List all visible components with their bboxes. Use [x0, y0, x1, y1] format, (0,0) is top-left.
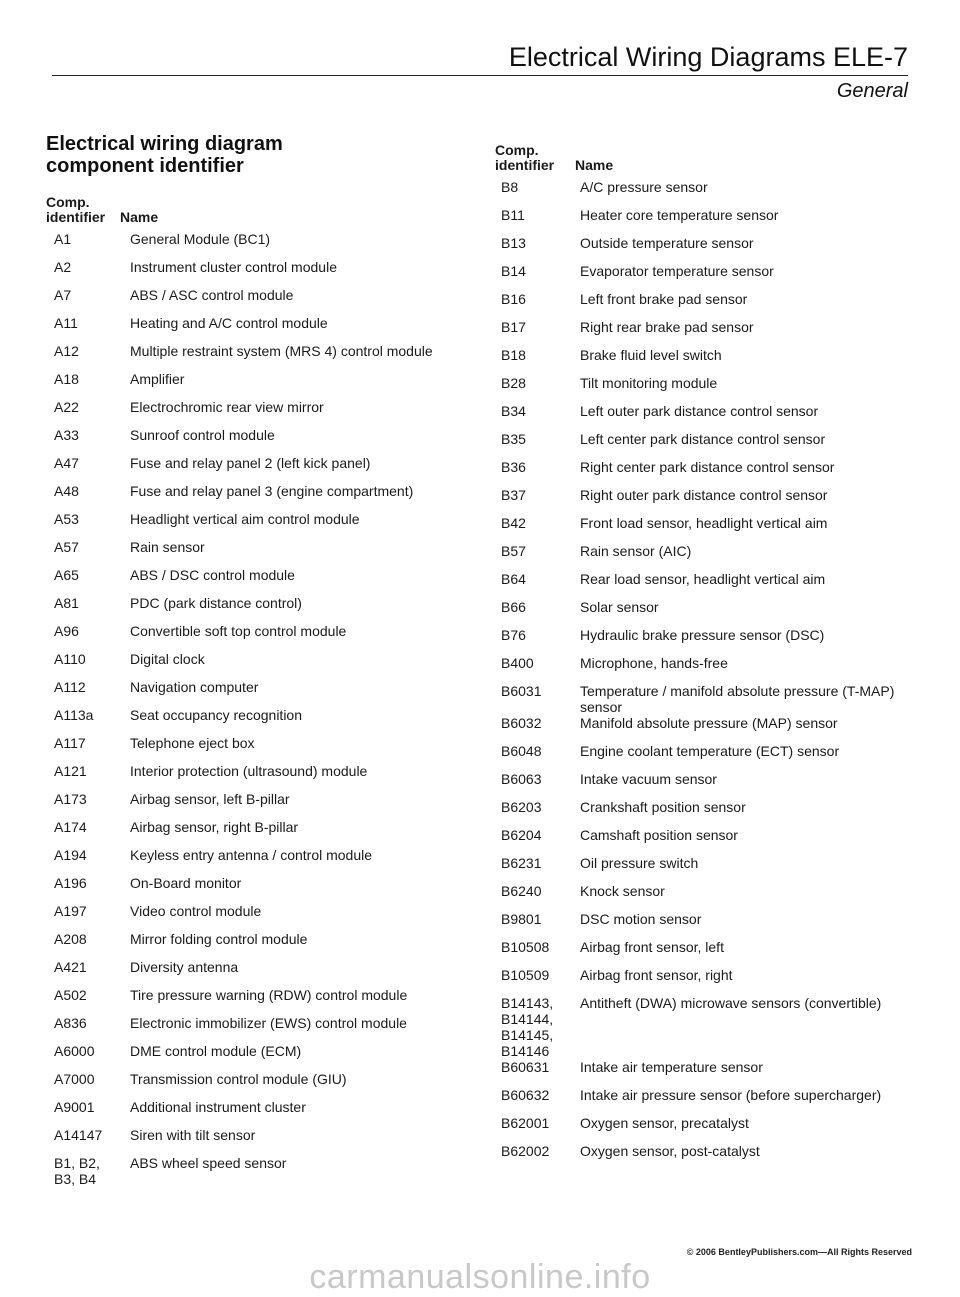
table-row [46, 539, 466, 567]
table-row [46, 1071, 466, 1099]
right-column-header [495, 143, 915, 173]
component-id: A208 [54, 931, 87, 947]
table-row [495, 883, 915, 911]
table-row [495, 543, 915, 571]
table-row [495, 263, 915, 291]
component-id: A22 [54, 399, 79, 415]
component-name: Rain sensor [130, 539, 205, 555]
table-row [495, 627, 915, 655]
component-name: ABS / DSC control module [130, 567, 295, 583]
table-row [46, 735, 466, 763]
component-id: A174 [54, 819, 87, 835]
table-row [46, 651, 466, 679]
component-name: Left front brake pad sensor [580, 291, 748, 307]
component-name: Fuse and relay panel 2 (left kick panel) [130, 455, 371, 471]
component-name: ABS wheel speed sensor [130, 1155, 287, 1171]
component-id: A6000 [54, 1043, 95, 1059]
component-name: Temperature / manifold absolute pressure (T-MAP) sensor [580, 683, 895, 715]
table-row [495, 1059, 915, 1087]
component-name: Knock sensor [580, 883, 665, 899]
table-row [46, 511, 466, 539]
component-id: B62001 [501, 1115, 550, 1131]
component-id: B62002 [501, 1143, 550, 1159]
table-row [46, 707, 466, 735]
component-id: A1 [54, 231, 72, 247]
component-id: B28 [501, 375, 526, 391]
component-id: B6063 [501, 771, 542, 787]
table-row [495, 771, 915, 799]
component-id: B1, B2, B3, B4 [54, 1155, 100, 1187]
component-name: A/C pressure sensor [580, 179, 708, 195]
component-name: Camshaft position sensor [580, 827, 738, 843]
component-id: A47 [54, 455, 79, 471]
component-name: Instrument cluster control module [130, 259, 337, 275]
component-name: Outside temperature sensor [580, 235, 754, 251]
component-name: Seat occupancy recognition [130, 707, 302, 723]
component-name: Tire pressure warning (RDW) control module [130, 987, 408, 1003]
component-id: B8 [501, 179, 519, 195]
component-id: B6203 [501, 799, 542, 815]
table-row [495, 571, 915, 599]
component-id: A11 [54, 315, 78, 331]
component-id: B17 [501, 319, 526, 335]
id-label-line1: Comp. [495, 142, 539, 158]
component-id: B76 [501, 627, 526, 643]
table-row [495, 319, 915, 347]
component-id: A53 [54, 511, 79, 527]
component-id: B400 [501, 655, 534, 671]
table-row [495, 855, 915, 883]
table-row [495, 1087, 915, 1115]
component-name: Solar sensor [580, 599, 659, 615]
component-id: B6032 [501, 715, 542, 731]
table-row [495, 515, 915, 543]
left-name-column-label: Name [120, 209, 159, 225]
component-name: Hydraulic brake pressure sensor (DSC) [580, 627, 825, 643]
component-name: General Module (BC1) [130, 231, 271, 247]
table-row [46, 903, 466, 931]
component-name: Transmission control module (GIU) [130, 1071, 347, 1087]
component-name: Heating and A/C control module [130, 315, 328, 331]
table-row [495, 939, 915, 967]
table-row [46, 679, 466, 707]
table-row [46, 931, 466, 959]
table-row [495, 995, 915, 1059]
component-name: Manifold absolute pressure (MAP) sensor [580, 715, 838, 731]
right-entries-list [495, 179, 915, 1171]
table-row [46, 315, 466, 343]
table-row [46, 1043, 466, 1071]
table-row [495, 967, 915, 995]
component-name: Video control module [130, 903, 262, 919]
component-name: Electronic immobilizer (EWS) control module [130, 1015, 407, 1031]
component-id: B10508 [501, 939, 550, 955]
component-id: B6204 [501, 827, 542, 843]
component-id: A33 [54, 427, 79, 443]
left-column-header [46, 195, 466, 225]
component-name: Headlight vertical aim control module [130, 511, 360, 527]
component-name: Keyless entry antenna / control module [130, 847, 373, 863]
table-row [46, 483, 466, 511]
component-id: B6031 [501, 683, 542, 699]
table-row [495, 179, 915, 207]
component-name: Heater core temperature sensor [580, 207, 779, 223]
table-row [46, 875, 466, 903]
table-row [46, 959, 466, 987]
component-id: B9801 [501, 911, 542, 927]
component-name: Airbag front sensor, right [580, 967, 733, 983]
component-id: A113a [54, 707, 94, 723]
component-name: Multiple restraint system (MRS 4) control module [130, 343, 433, 359]
component-id: B10509 [501, 967, 550, 983]
component-id: A173 [54, 791, 87, 807]
table-row [46, 343, 466, 371]
component-id: B14 [501, 263, 526, 279]
component-id: B6240 [501, 883, 542, 899]
component-name: Antitheft (DWA) microwave sensors (convertible) [580, 995, 882, 1011]
component-name: Evaporator temperature sensor [580, 263, 774, 279]
component-id: B11 [501, 207, 525, 223]
table-row [46, 791, 466, 819]
component-name: PDC (park distance control) [130, 595, 302, 611]
table-row [495, 403, 915, 431]
component-name: Rain sensor (AIC) [580, 543, 692, 559]
table-row [46, 623, 466, 651]
component-id: A7 [54, 287, 72, 303]
component-id: B60632 [501, 1087, 550, 1103]
component-name: Intake air temperature sensor [580, 1059, 763, 1075]
component-name: Telephone eject box [130, 735, 255, 751]
component-name: Right outer park distance control sensor [580, 487, 828, 503]
table-row [495, 375, 915, 403]
id-label-line2: identifier [495, 157, 555, 173]
component-name: Right rear brake pad sensor [580, 319, 754, 335]
table-row [46, 1015, 466, 1043]
component-name: Siren with tilt sensor [130, 1127, 256, 1143]
component-id: A110 [54, 651, 86, 667]
component-name: Left outer park distance control sensor [580, 403, 819, 419]
component-id: B18 [501, 347, 526, 363]
component-id: B37 [501, 487, 526, 503]
right-name-column-label: Name [575, 157, 614, 173]
component-id: B16 [501, 291, 526, 307]
component-name: Left center park distance control sensor [580, 431, 826, 447]
component-id: A48 [54, 483, 79, 499]
table-row [46, 763, 466, 791]
component-id: A421 [54, 959, 87, 975]
section-title-line2: component identifier [46, 155, 244, 177]
component-name: Right center park distance control sensor [580, 459, 835, 475]
component-name: Intake vacuum sensor [580, 771, 717, 787]
component-id: B35 [501, 431, 526, 447]
component-id: A112 [54, 679, 86, 695]
page-header-title: Electrical Wiring Diagrams ELE-7 [508, 42, 908, 72]
table-row [495, 1115, 915, 1143]
component-name: Engine coolant temperature (ECT) sensor [580, 743, 840, 759]
right-identifier-table [495, 143, 915, 1171]
section-title [46, 133, 283, 177]
component-id: A197 [54, 903, 87, 919]
left-identifier-table [46, 195, 466, 1187]
table-row [495, 599, 915, 627]
component-id: B60631 [501, 1059, 550, 1075]
right-id-column-label [495, 143, 575, 173]
component-name: Oxygen sensor, precatalyst [580, 1115, 749, 1131]
table-row [46, 427, 466, 455]
component-id: A2 [54, 259, 72, 275]
component-id: B42 [501, 515, 526, 531]
component-name: Electrochromic rear view mirror [130, 399, 324, 415]
table-row [495, 827, 915, 855]
table-row [495, 715, 915, 743]
table-row [495, 1143, 915, 1171]
header-rule [52, 75, 908, 76]
component-id: A502 [54, 987, 87, 1003]
watermark: carmanualsonline.info [309, 1258, 651, 1296]
table-row [46, 371, 466, 399]
component-name: Front load sensor, headlight vertical aim [580, 515, 828, 531]
table-row [495, 207, 915, 235]
component-name: Convertible soft top control module [130, 623, 347, 639]
component-name: Crankshaft position sensor [580, 799, 746, 815]
component-name: Interior protection (ultrasound) module [130, 763, 368, 779]
left-id-column-label [46, 195, 120, 225]
table-row [495, 911, 915, 939]
page-header-subtitle: General [836, 80, 908, 102]
table-row [495, 235, 915, 263]
component-id: A18 [54, 371, 79, 387]
component-id: B14143, B14144, B14145, B14146 [501, 995, 554, 1059]
table-row [46, 1127, 466, 1155]
component-id: A7000 [54, 1071, 95, 1087]
table-row [46, 455, 466, 483]
id-label-line2: identifier [46, 209, 106, 225]
component-id: B13 [501, 235, 526, 251]
component-name: Digital clock [130, 651, 205, 667]
table-row [46, 847, 466, 875]
component-name: DSC motion sensor [580, 911, 702, 927]
component-name: Fuse and relay panel 3 (engine compartment) [130, 483, 414, 499]
component-name: Microphone, hands-free [580, 655, 728, 671]
table-row [46, 1099, 466, 1127]
component-name: Oxygen sensor, post-catalyst [580, 1143, 760, 1159]
table-row [495, 655, 915, 683]
table-row [495, 431, 915, 459]
component-id: A194 [54, 847, 87, 863]
table-row [495, 743, 915, 771]
section-title-line1: Electrical wiring diagram [46, 133, 283, 155]
component-name: Mirror folding control module [130, 931, 308, 947]
component-name: On-Board monitor [130, 875, 242, 891]
component-id: A196 [54, 875, 87, 891]
id-label-line1: Comp. [46, 194, 90, 210]
table-row [495, 347, 915, 375]
table-row [46, 287, 466, 315]
component-id: B36 [501, 459, 526, 475]
component-name: Airbag sensor, left B-pillar [130, 791, 290, 807]
component-name: Airbag front sensor, left [580, 939, 724, 955]
component-name: Rear load sensor, headlight vertical aim [580, 571, 826, 587]
component-id: B66 [501, 599, 526, 615]
component-name: Intake air pressure sensor (before supercharger) [580, 1087, 882, 1103]
component-id: A96 [54, 623, 79, 639]
component-id: A836 [54, 1015, 87, 1031]
table-row [495, 487, 915, 515]
component-name: ABS / ASC control module [130, 287, 294, 303]
component-id: A57 [54, 539, 79, 555]
component-name: Brake fluid level switch [580, 347, 722, 363]
component-name: DME control module (ECM) [130, 1043, 302, 1059]
component-id: B64 [501, 571, 526, 587]
component-id: B34 [501, 403, 526, 419]
component-id: A117 [54, 735, 86, 751]
component-name: Amplifier [130, 371, 185, 387]
component-name: Navigation computer [130, 679, 259, 695]
copyright-footer: © 2006 BentleyPublishers.com—All Rights Reserved [686, 1247, 912, 1257]
component-name: Tilt monitoring module [580, 375, 718, 391]
table-row [495, 683, 915, 715]
table-row [46, 987, 466, 1015]
component-name: Oil pressure switch [580, 855, 699, 871]
component-name: Sunroof control module [130, 427, 275, 443]
component-id: B6231 [501, 855, 542, 871]
table-row [46, 231, 466, 259]
component-name: Diversity antenna [130, 959, 239, 975]
table-row [46, 259, 466, 287]
table-row [46, 595, 466, 623]
table-row [46, 399, 466, 427]
left-entries-list [46, 231, 466, 1187]
component-id: A9001 [54, 1099, 95, 1115]
component-id: A65 [54, 567, 79, 583]
component-id: A12 [54, 343, 79, 359]
table-row [495, 799, 915, 827]
component-id: A14147 [54, 1127, 103, 1143]
table-row [46, 567, 466, 595]
component-name: Airbag sensor, right B-pillar [130, 819, 299, 835]
table-row [46, 1155, 466, 1187]
component-id: A121 [54, 763, 87, 779]
table-row [495, 291, 915, 319]
component-id: A81 [54, 595, 79, 611]
table-row [46, 819, 466, 847]
table-row [495, 459, 915, 487]
component-id: B57 [501, 543, 526, 559]
component-id: B6048 [501, 743, 542, 759]
component-name: Additional instrument cluster [130, 1099, 306, 1115]
